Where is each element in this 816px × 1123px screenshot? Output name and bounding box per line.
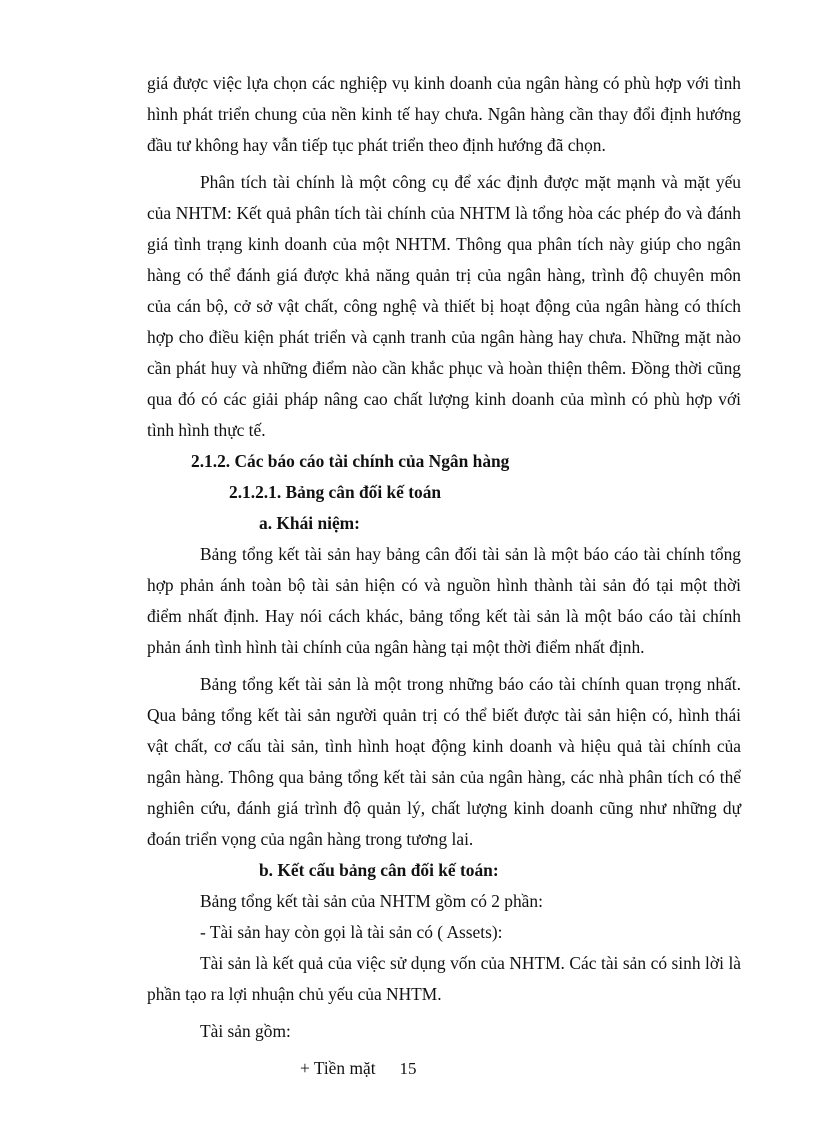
list-item: + Tiền mặt — [300, 1058, 376, 1078]
paragraph: Tài sản gồm: — [200, 1021, 291, 1041]
paragraph: Bảng tổng kết tài sản là một trong những báo cáo tài chính quan trọng nhất. Qua bảng tổng kết tài sản người quản trị có thể biết được tài sản hiện có, hình thái vật chất, cơ cấu tài sản, tình hình hoạt động kinh doanh và hiệu quả tài chính của ngân hàng. Thông qua bảng tổng kết tài sản của ngân hàng, các nhà phân tích có thể nghiên cứu, đánh giá trình độ quản lý, chất lượng kinh doanh cũng như những dự đoán triển vọng của ngân hàng trong tương lai. — [147, 674, 741, 849]
subheading-structure: b. Kết cấu bảng cân đối kế toán: — [259, 860, 499, 880]
subheading-definition: a. Khái niệm: — [259, 513, 360, 533]
paragraph: Bảng tổng kết tài sản hay bảng cân đối tài sản là một báo cáo tài chính tổng hợp phản ánh toàn bộ tài sản hiện có và nguồn hình thành tài sản đó tại một thời điểm nhất định. Hay nói cách khác, bảng tổng kết tài sản là một báo cáo tài chính phản ánh tình hình tài chính của ngân hàng tại một thời điểm nhất định. — [147, 544, 741, 657]
paragraph: Bảng tổng kết tài sản của NHTM gồm có 2 phần: — [200, 891, 543, 911]
paragraph: Tài sản là kết quả của việc sử dụng vốn của NHTM. Các tài sản có sinh lời là phần tạo ra lợi nhuận chủ yếu của NHTM. — [147, 953, 741, 1004]
body-text — [147, 68, 741, 1084]
list-item: - Tài sản hay còn gọi là tài sản có ( Assets): — [200, 922, 503, 942]
subsection-heading: 2.1.2.1. Bảng cân đối kế toán — [229, 482, 442, 502]
section-heading: 2.1.2. Các báo cáo tài chính của Ngân hàng — [191, 451, 510, 471]
paragraph: giá được việc lựa chọn các nghiệp vụ kinh doanh của ngân hàng có phù hợp với tình hình phát triển chung của nền kinh tế hay chưa. Ngân hàng cần thay đổi định hướng đầu tư không hay vẫn tiếp tục phát triển theo định hướng đã chọn. — [147, 73, 741, 155]
page-number: 15 — [399, 1059, 417, 1078]
paragraph: Phân tích tài chính là một công cụ để xác định được mặt mạnh và mặt yếu của NHTM: Kết quả phân tích tài chính của NHTM là tổng hòa các phép đo và đánh giá tình trạng kinh doanh của một NHTM. Thông qua phân tích này giúp cho ngân hàng có thể đánh giá được khả năng quản trị của ngân hàng, trình độ chuyên môn của cán bộ, cở sở vật chất, công nghệ và thiết bị hoạt động của ngân hàng có thích hợp cho điều kiện phát triển và cạnh tranh của ngân hàng hay chưa. Những mặt nào cần phát huy và những điểm nào cần khắc phục và hoàn thiện thêm. Đồng thời cũng qua đó có các giải pháp nâng cao chất lượng kinh doanh của mình có phù hợp với tình hình thực tế. — [147, 172, 741, 440]
